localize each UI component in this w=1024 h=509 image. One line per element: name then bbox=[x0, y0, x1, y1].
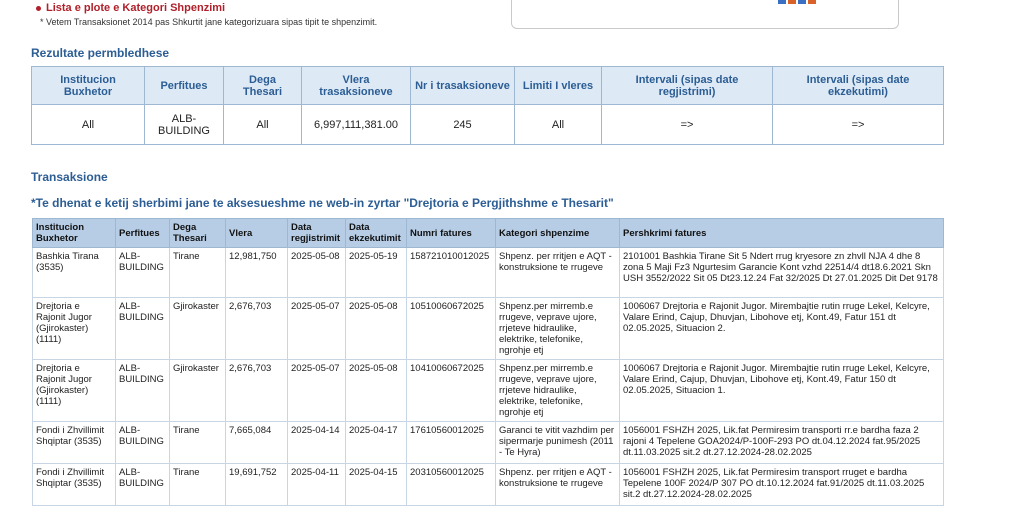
table-cell: 158721010012025 bbox=[407, 248, 496, 298]
table-cell: 10410060672025 bbox=[407, 360, 496, 422]
transactions-header-row bbox=[33, 219, 944, 248]
table-cell: 2025-04-14 bbox=[288, 422, 346, 464]
table-cell: Tirane bbox=[170, 422, 226, 464]
summary-row bbox=[32, 105, 944, 145]
summary-cell: All bbox=[515, 105, 602, 145]
table-cell: 2025-05-07 bbox=[288, 298, 346, 360]
table-cell: 2025-05-08 bbox=[346, 298, 407, 360]
table-cell: ALB-BUILDING bbox=[116, 248, 170, 298]
table-cell: Gjirokaster bbox=[170, 360, 226, 422]
transactions-table bbox=[32, 218, 944, 506]
table-cell: 2101001 Bashkia Tirane Sit 5 Ndert rrug kryesore zn zhvll NJA 4 dhe 8 zona 5 Maji Fz3 Ngurtesim Garancie Kont vzhd 22514/4 dt18.6.2021 Skn USH 3552/2022 Sit 05 Dt23.12.24 Fat 32/2025 Dt 27.01.2025 Dit Det 9178 bbox=[620, 248, 944, 298]
table-cell: 2025-04-17 bbox=[346, 422, 407, 464]
table-cell: 2,676,703 bbox=[226, 360, 288, 422]
transactions-title: Transaksione bbox=[31, 170, 108, 184]
table-cell: Tirane bbox=[170, 464, 226, 506]
table-cell: Gjirokaster bbox=[170, 298, 226, 360]
summary-header-row bbox=[32, 67, 944, 105]
table-cell: Shpenz. per rritjen e AQT - konstruksione te rrugeve bbox=[496, 464, 620, 506]
table-cell: 1056001 FSHZH 2025, Lik.fat Permiresim transporti rr.e bardha faza 2 rajoni 4 Tepelene GOA2024/P-100F-293 PO dt.04.12.2024 fat.95/2025 dt.11.03.2025 sit.2 dt.27.12.2024-28.02.2025 bbox=[620, 422, 944, 464]
mini-bar bbox=[798, 0, 806, 4]
mini-bar bbox=[778, 0, 786, 4]
summary-header: Institucion Buxhetor bbox=[32, 67, 145, 105]
mini-bar bbox=[788, 0, 796, 4]
column-header[interactable]: Data ekzekutimit bbox=[346, 219, 407, 248]
table-cell: 2025-05-08 bbox=[346, 360, 407, 422]
summary-header: Nr i trasaksioneve bbox=[411, 67, 515, 105]
summary-cell: => bbox=[602, 105, 773, 145]
summary-cell: All bbox=[224, 105, 302, 145]
table-cell: ALB-BUILDING bbox=[116, 298, 170, 360]
table-cell: 1006067 Drejtoria e Rajonit Jugor. Mirembajtie rutin rruge Lekel, Kelcyre, Valare Erind, Cajup, Dhuvjan, Libohove etj, Kont.49, Fatur 151 dt 02.05.2025, Situacion 2. bbox=[620, 298, 944, 360]
summary-title: Rezultate permbledhese bbox=[31, 46, 170, 60]
table-cell: Garanci te vitit vazhdim per sipermarje punimesh (2011 - Te Hyra) bbox=[496, 422, 620, 464]
summary-cell: All bbox=[32, 105, 145, 145]
summary-cell: 6,997,111,381.00 bbox=[302, 105, 411, 145]
source-notice: *Te dhenat e ketij sherbimi jane te aksesueshme ne web-in zyrtar "Drejtoria e Pergjithshme e Thesarit" bbox=[31, 196, 614, 210]
table-cell: Fondi i Zhvillimit Shqiptar (3535) bbox=[33, 422, 116, 464]
table-cell: ALB-BUILDING bbox=[116, 422, 170, 464]
summary-header: Intervali (sipas date regjistrimi) bbox=[602, 67, 773, 105]
summary-header: Dega Thesari bbox=[224, 67, 302, 105]
column-header[interactable]: Institucion Buxhetor bbox=[33, 219, 116, 248]
column-header[interactable]: Dega Thesari bbox=[170, 219, 226, 248]
summary-header: Intervali (sipas date ekzekutimi) bbox=[773, 67, 944, 105]
summary-cell: => bbox=[773, 105, 944, 145]
table-cell: 10510060672025 bbox=[407, 298, 496, 360]
table-cell: 1056001 FSHZH 2025, Lik.fat Permiresim transport rruget e bardha Tepelene 100F 2024/P 307 PO dt.10.12.2024 fat.91/2025 dt.11.03.2025 sit.2 dt.27.12.2024-28.02.2025 bbox=[620, 464, 944, 506]
column-header[interactable]: Numri fatures bbox=[407, 219, 496, 248]
mini-chart-panel bbox=[511, 0, 899, 29]
summary-header: Limiti I vleres bbox=[515, 67, 602, 105]
column-header[interactable]: Data regjistrimit bbox=[288, 219, 346, 248]
table-cell: Drejtoria e Rajonit Jugor (Gjirokaster) (1111) bbox=[33, 298, 116, 360]
table-row bbox=[33, 360, 944, 422]
summary-cell: 245 bbox=[411, 105, 515, 145]
top-strip bbox=[0, 0, 1024, 36]
table-cell: 2,676,703 bbox=[226, 298, 288, 360]
table-cell: 2025-04-11 bbox=[288, 464, 346, 506]
column-header[interactable]: Pershkrimi fatures bbox=[620, 219, 944, 248]
mini-bar-chart bbox=[764, 0, 822, 4]
table-cell: 12,981,750 bbox=[226, 248, 288, 298]
table-cell: 2025-05-07 bbox=[288, 360, 346, 422]
table-cell: Tirane bbox=[170, 248, 226, 298]
table-row bbox=[33, 422, 944, 464]
table-cell: 2025-05-19 bbox=[346, 248, 407, 298]
table-row bbox=[33, 464, 944, 506]
mini-bar bbox=[808, 0, 816, 4]
table-row bbox=[33, 298, 944, 360]
categorization-note: * Vetem Transaksionet 2014 pas Shkurtit jane kategorizuara sipas tipit te shpenzimit. bbox=[40, 17, 378, 27]
table-cell: ALB-BUILDING bbox=[116, 464, 170, 506]
table-cell: Shpenz. per rritjen e AQT - konstruksione te rrugeve bbox=[496, 248, 620, 298]
full-category-list-link[interactable]: Lista e plote e Kategori Shpenzimi bbox=[46, 2, 226, 14]
table-cell: 2025-04-15 bbox=[346, 464, 407, 506]
summary-header: Perfitues bbox=[145, 67, 224, 105]
column-header[interactable]: Kategori shpenzime bbox=[496, 219, 620, 248]
summary-cell: ALB-BUILDING bbox=[145, 105, 224, 145]
table-cell: Bashkia Tirana (3535) bbox=[33, 248, 116, 298]
table-cell: 7,665,084 bbox=[226, 422, 288, 464]
table-cell: 2025-05-08 bbox=[288, 248, 346, 298]
column-header[interactable]: Vlera bbox=[226, 219, 288, 248]
summary-table bbox=[31, 66, 944, 145]
table-cell: Shpenz.per mirremb.e rrugeve, veprave ujore, rrjeteve hidraulike, elektrike, telefonike, ngrohje etj bbox=[496, 360, 620, 422]
table-row bbox=[33, 248, 944, 298]
table-cell: ALB-BUILDING bbox=[116, 360, 170, 422]
summary-header: Vlera trasaksioneve bbox=[302, 67, 411, 105]
table-cell: 19,691,752 bbox=[226, 464, 288, 506]
table-cell: 20310560012025 bbox=[407, 464, 496, 506]
column-header[interactable]: Perfitues bbox=[116, 219, 170, 248]
bullet-icon bbox=[36, 6, 41, 11]
table-cell: Shpenz.per mirremb.e rrugeve, veprave ujore, rrjeteve hidraulike, elektrike, telefonike, ngrohje etj bbox=[496, 298, 620, 360]
table-cell: Fondi i Zhvillimit Shqiptar (3535) bbox=[33, 464, 116, 506]
table-cell: 1006067 Drejtoria e Rajonit Jugor. Mirembajtie rutin rruge Lekel, Kelcyre, Valare Erind, Cajup, Dhuvjan, Libohove etj, Kont.49, Fatur 150 dt 02.05.2025, Situacion 1. bbox=[620, 360, 944, 422]
table-cell: Drejtoria e Rajonit Jugor (Gjirokaster) (1111) bbox=[33, 360, 116, 422]
table-cell: 17610560012025 bbox=[407, 422, 496, 464]
